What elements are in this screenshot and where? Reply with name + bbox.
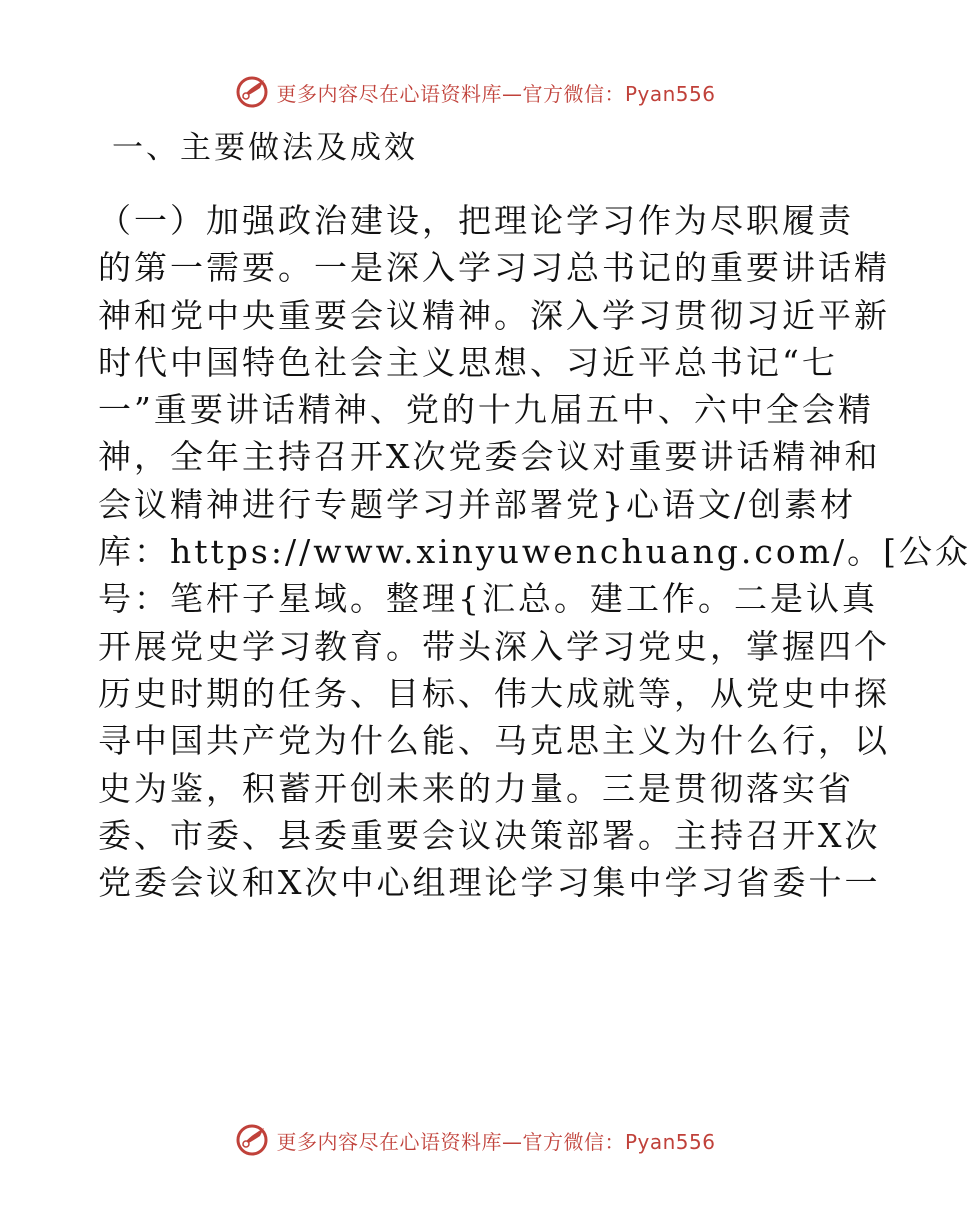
text-line: 的第一需要。一是深入学习习总书记的重要讲话精 [98,248,890,288]
text-line: 会议精神进行专题学习并部署党}心语文/创素材 [98,484,857,524]
watermark-text: 更多内容尽在心语资料库—官方微信：Pyan556 [276,81,716,106]
text-line: （一）加强政治建设，把理论学习作为尽职履责 [98,201,854,240]
header-watermark [0,72,950,112]
text-line: 历史时期的任务、目标、伟大成就等，从党史中探 [98,673,890,713]
text-line: 库：https://www.xinyuwenchuang.com/。[公众 [98,532,971,572]
text-line: 党委会议和X次中心组理论学习集中学习省委十一 [98,863,881,903]
text-line: 史为鉴，积蓄开创未来的力量。三是贯彻落实省 [98,768,854,808]
watermark-text: 更多内容尽在心语资料库—官方微信：Pyan556 [276,1129,716,1154]
footer-watermark [0,1120,950,1160]
body-paragraph [98,197,971,906]
text-line: 委、市委、县委重要会议决策部署。主持召开X次 [98,815,881,855]
text-line: 一”重要讲话精神、党的十九届五中、六中全会精 [98,390,874,430]
text-line: 寻中国共产党为什么能、马克思主义为什么行，以 [98,721,890,761]
text-line: 神，全年主持召开X次党委会议对重要讲话精神和 [98,437,881,477]
text-line: 时代中国特色社会主义思想、习近平总书记“七 [98,342,838,382]
pen-logo-icon [234,74,270,110]
text-line: 神和党中央重要会议精神。深入学习贯彻习近平新 [98,295,890,335]
text-line: 号：笔杆子星域。整理{汇总。建工作。二是认真 [98,579,878,619]
pen-logo-icon [234,1122,270,1158]
text-line: 开展党史学习教育。带头深入学习党史，掌握四个 [98,626,890,666]
section-heading: 一、主要做法及成效 [112,130,418,166]
